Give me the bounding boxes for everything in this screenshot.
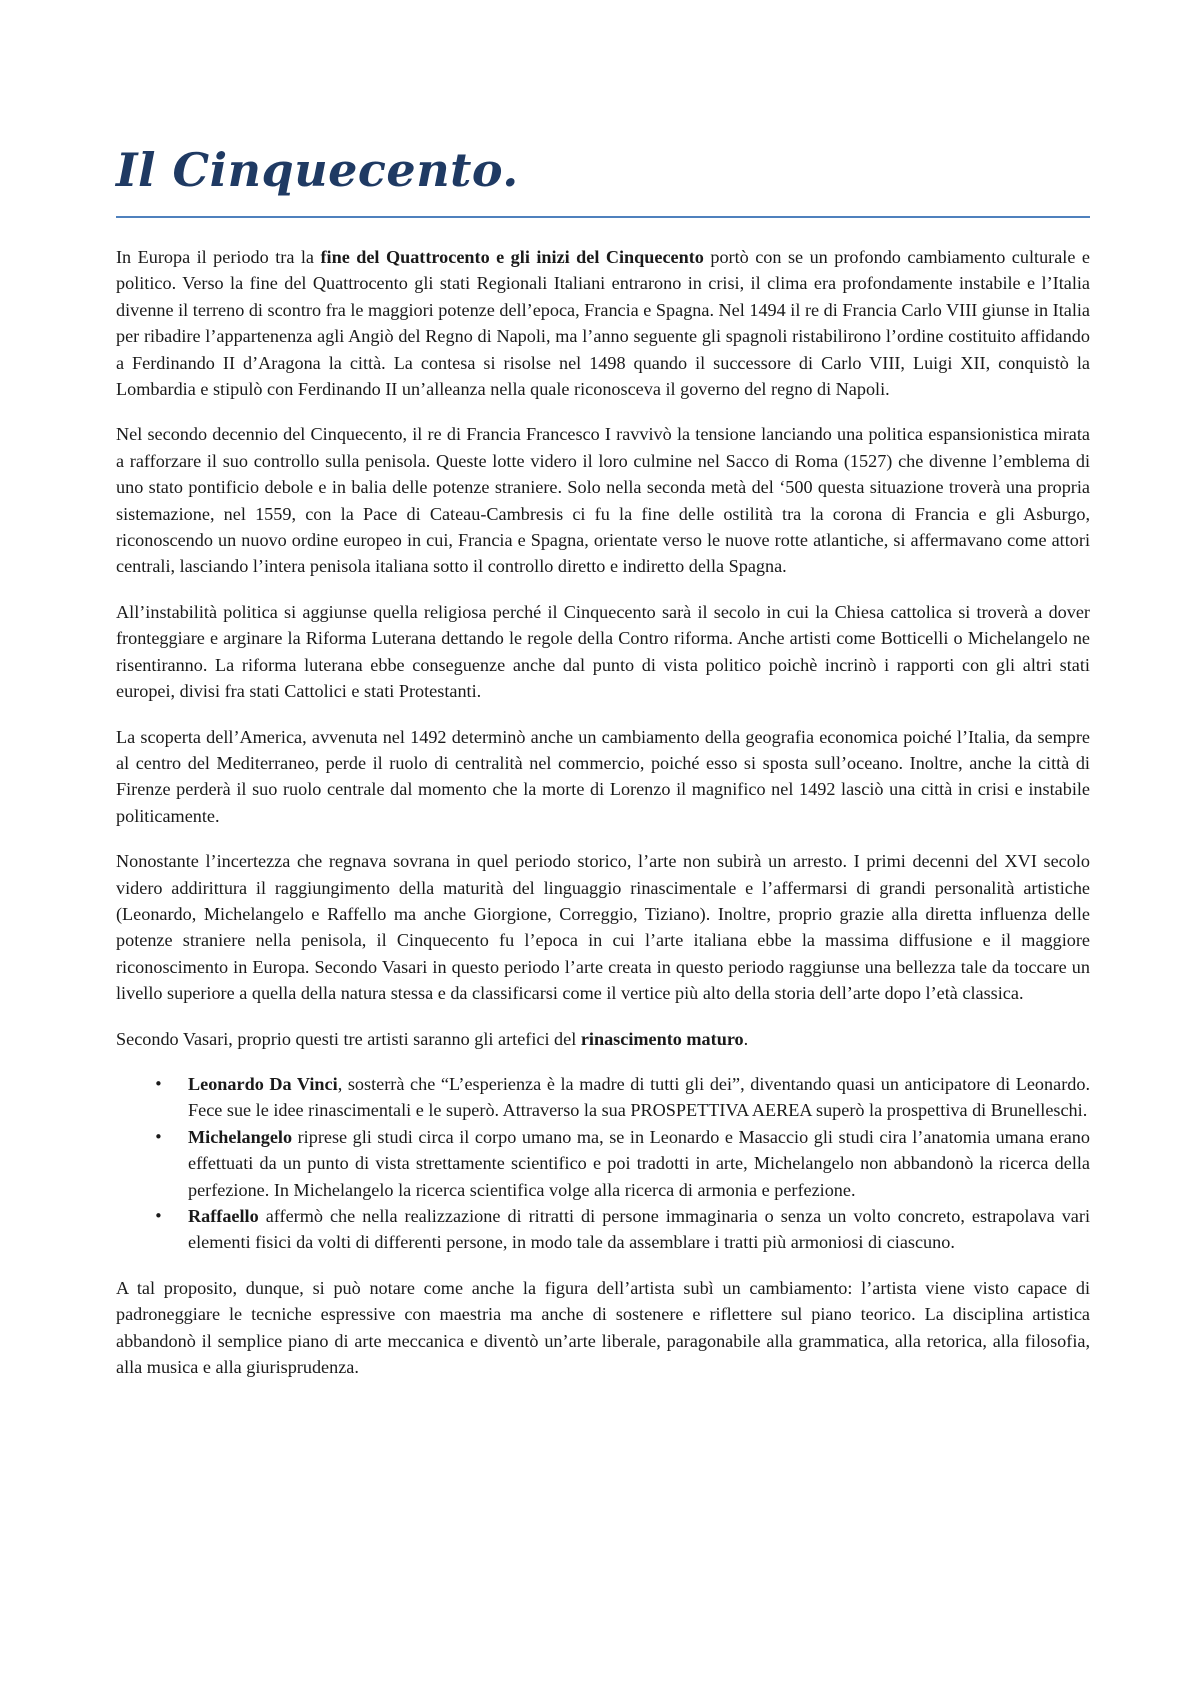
list-item: [116, 1124, 1090, 1203]
artist-name: Michelangelo: [188, 1126, 293, 1147]
document-body: [116, 244, 1090, 1380]
paragraph-text: portò con se un profondo cambiamento culturale e politico. Verso la fine del Quattrocento gli stati Regionali Italiani entrarono in crisi, il clima era profondamente instabile e l’Italia divenne il terreno di scontro fra le maggiori potenze dell’epoca, Francia e Spagna. Nel 1494 il re di Francia Carlo VIII giunse in Italia per ribadire l’appartenenza agli Angiò del Regno di Napoli, ma l’anno seguente gli spagnoli ristabilirono l’ordine costituito affidando a Ferdinando II d’Aragona la città. La contesa si risolse nel 1498 quando il successore di Carlo VIII, Luigi XII, conquistò la Lombardia e stipulò con Ferdinando II un’alleanza nella quale riconosceva il governo del regno di Napoli.: [116, 247, 1090, 400]
list-item: [116, 1071, 1090, 1124]
artist-name: Raffaello: [188, 1206, 259, 1226]
artist-list: [116, 1071, 1090, 1256]
list-item-text: riprese gli studi circa il corpo umano ma, se in Leonardo e Masaccio gli studi cira l’anatomia umana erano effettuati da un punto di vista strettamente scientifico e poi tradotti in arte, Michelangelo non abbandonò la ricerca della perfezione. In Michelangelo la ricerca scientifica volge alla ricerca di armonia e perfezione.: [188, 1126, 1090, 1200]
paragraph-america: La scoperta dell’America, avvenuta nel 1492 determinò anche un cambiamento della geografia economica poiché l’Italia, da sempre al centro del Mediterraneo, perde il ruolo di centralità nel commercio, poiché esso si sposta sull’oceano. Inoltre, anche la città di Firenze perderà il suo ruolo centrale dal momento che la morte di Lorenzo il magnifico nel 1492 lasciò una città in crisi e instabile politicamente.: [116, 726, 1090, 826]
paragraph-vasari: [116, 1026, 1090, 1052]
bullet-icon: •: [154, 1127, 163, 1146]
paragraph-intro: [116, 244, 1090, 402]
artist-name: Leonardo Da Vinci: [188, 1073, 338, 1094]
paragraph-religion: All’instabilità politica si aggiunse quella religiosa perché il Cinquecento sarà il secolo in cui la Chiesa cattolica si troverà a dover fronteggiare e arginare la Riforma Luterana dettando le regole della Contro riforma. Anche artisti come Botticelli o Michelangelo ne risentiranno. La riforma luterana ebbe conseguenze anche dal punto di vista politico poichè incrinò i rapporti con gli altri stati europei, divisi fra stati Cattolici e stati Protestanti.: [116, 601, 1090, 702]
paragraph-text: Secondo Vasari, proprio questi tre artisti saranno gli artefici del: [116, 1028, 581, 1049]
page-title: Il Cinquecento.: [116, 138, 1090, 218]
paragraph-conclusion: A tal proposito, dunque, si può notare come anche la figura dell’artista subì un cambiamento: l’artista viene visto capace di padroneggiare le tecniche espressive con maestria ma anche di sostenere e riflettere sul piano teorico. La disciplina artistica abbandonò il semplice piano di arte meccanica e diventò un’arte liberale, paragonabile alla grammatica, alla retorica, alla filosofia, alla musica e alla giurisprudenza.: [116, 1277, 1090, 1378]
bold-phrase: fine del Quattrocento e gli inizi del Cinquecento: [320, 247, 704, 267]
paragraph-art: Nonostante l’incertezza che regnava sovrana in quel periodo storico, l’arte non subirà un arresto. I primi decenni del XVI secolo videro addirittura il raggiungimento della maturità del linguaggio rinascimentale e l’affermarsi di grandi personalità artistiche (Leonardo, Michelangelo e Raffello ma anche Giorgione, Correggio, Tiziano). Inoltre, proprio grazie alla diretta influenza delle potenze straniere nella penisola, il Cinquecento fu l’epoca in cui l’arte italiana ebbe la massima diffusione e il maggiore riconoscimento in Europa. Secondo Vasari in questo periodo l’arte creata in questo periodo raggiunse una bellezza tale da toccare un livello superiore a quella della natura stessa e da classificarsi come il vertice più alto della storia dell’arte dopo l’età classica.: [116, 851, 1090, 1004]
paragraph-text: .: [743, 1028, 749, 1049]
list-item-text: , sosterrà che “L’esperienza è la madre di tutti gli dei”, diventando quasi un anticipatore di Leonardo. Fece sue le idee rinascimentali e le superò. Attraverso la sua PROSPETTIVA AEREA superò la prospettiva di Brunelleschi.: [188, 1073, 1090, 1121]
bold-phrase: rinascimento maturo: [580, 1028, 744, 1049]
paragraph-text: In Europa il periodo tra la: [116, 247, 321, 267]
document-page: [116, 138, 1090, 1399]
list-item-text: affermò che nella realizzazione di ritratti di persone immaginaria o senza un volto concreto, estrapolava vari elementi fisici da volti di differenti persone, in modo tale da assemblare i tratti più armoniosi di ciascuno.: [188, 1206, 1090, 1253]
bullet-icon: •: [154, 1207, 163, 1225]
list-item: [116, 1203, 1090, 1256]
paragraph-second-decade: Nel secondo decennio del Cinquecento, il re di Francia Francesco I ravvivò la tensione lanciando una politica espansionistica mirata a rafforzare il suo controllo sulla penisola. Queste lotte videro il loro culmine nel Sacco di Roma (1527) che divenne l’emblema di uno stato pontificio debole e in balia delle potenze straniere. Solo nella seconda metà del ‘500 questa situazione troverà una propria sistemazione, nel 1559, con la Pace di Cateau-Cambresis ci fu la fine delle ostilità tra la corona di Francia e gli Asburgo, riconoscendo un nuovo ordine europeo in cui, Francia e Spagna, orientate verso le nuove rotte atlantiche, si affermavano come attori centrali, lasciando l’intera penisola italiana sotto il controllo diretto e indiretto della Spagna.: [116, 424, 1090, 577]
bullet-icon: •: [154, 1074, 163, 1093]
